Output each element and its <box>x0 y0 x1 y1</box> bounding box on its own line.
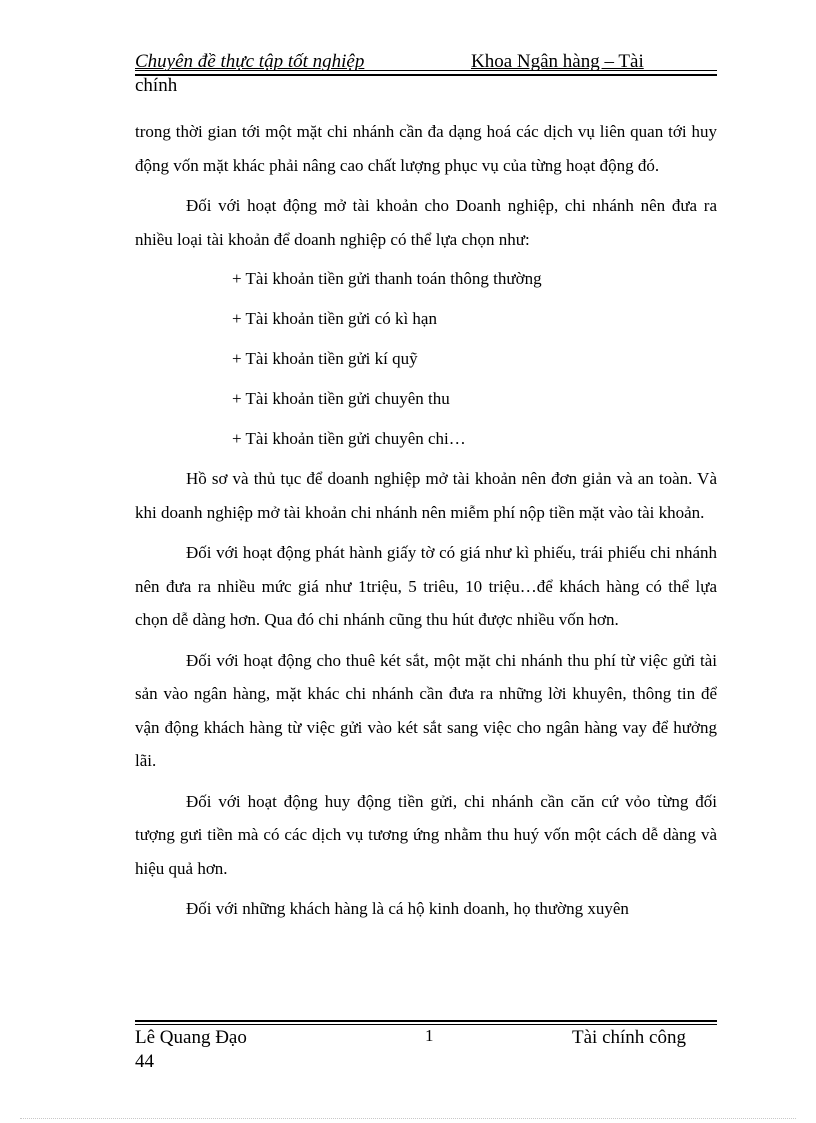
paragraph: Đối với hoạt động huy động tiền gửi, chi nhánh cần căn cứ vỏo từng đối tượng gưi tiền mà có các dịch vụ tương ứng nhằm thu huý vốn một cách dễ dàng và hiệu quả hơn. <box>135 791 717 878</box>
paragraph: Đối với hoạt động cho thuê két sắt, một mặt chi nhánh thu phí từ việc gửi tài sản vào ngân hàng, mặt khác chi nhánh cần đưa ra những lời khuyên, thông tin để vận động khách hàng từ việc gửi vào két sắt sang việc cho ngân hàng vay để hưởng lãi. <box>135 650 717 770</box>
paragraph: trong thời gian tới một mặt chi nhánh cần đa dạng hoá các dịch vụ liên quan tới huy động vốn mặt khác phải nâng cao chất lượng phục vụ của từng hoạt động đó. <box>135 122 717 175</box>
header-faculty: Khoa Ngân hàng – Tài <box>471 51 644 72</box>
footer-author-continued: 44 <box>135 1051 154 1072</box>
paragraph: Đối với hoạt động phát hành giấy tờ có giá như kì phiếu, trái phiếu chi nhánh nên đưa ra nhiều mức giá như 1triệu, 5 triêu, 10 triệu…để khách hàng có thể lựa chọn dễ dàng hơn. Qua đó chi nhánh cũng thu hút được nhiều vốn hơn. <box>135 543 717 629</box>
list-item: + Tài khoản tiền gửi chuyên thu <box>232 389 450 408</box>
footer-rule-top <box>135 1020 717 1022</box>
list-item: + Tài khoản tiền gửi thanh toán thông thường <box>232 269 542 288</box>
list-item: + Tài khoản tiền gửi có kì hạn <box>232 309 437 328</box>
header-rule-top <box>135 70 717 71</box>
paragraph: Đối với hoạt động mở tài khoản cho Doanh nghiệp, chi nhánh nên đưa ra nhiều loại tài khoản để doanh nghiệp có thể lựa chọn như: <box>135 196 717 249</box>
list-item: + Tài khoản tiền gửi chuyên chi… <box>232 429 466 448</box>
page-number: 1 <box>425 1026 434 1045</box>
header-faculty-continued: chính <box>135 75 178 96</box>
footer-course: Tài chính công <box>572 1027 686 1048</box>
list-item: + Tài khoản tiền gửi kí quỹ <box>232 349 418 368</box>
document-body <box>135 115 717 933</box>
paragraph: Hồ sơ và thủ tục để doanh nghiệp mở tài khoản nên đơn giản và an toàn. Và khi doanh nghiệp mở tài khoản chi nhánh nên miễm phí nộp tiền mặt vào tài khoản. <box>135 469 717 522</box>
header-rule-bottom <box>135 74 717 76</box>
account-type-list <box>135 259 717 459</box>
footer-author: Lê Quang Đạo <box>135 1027 247 1048</box>
paragraph: Đối với những khách hàng là cá hộ kinh doanh, họ thường xuyên <box>186 899 629 918</box>
page-edge-divider <box>20 1118 796 1119</box>
header-document-title: Chuyên đề thực tập tốt nghiệp <box>135 51 365 72</box>
page-header <box>135 50 717 100</box>
page-footer <box>135 1016 717 1076</box>
